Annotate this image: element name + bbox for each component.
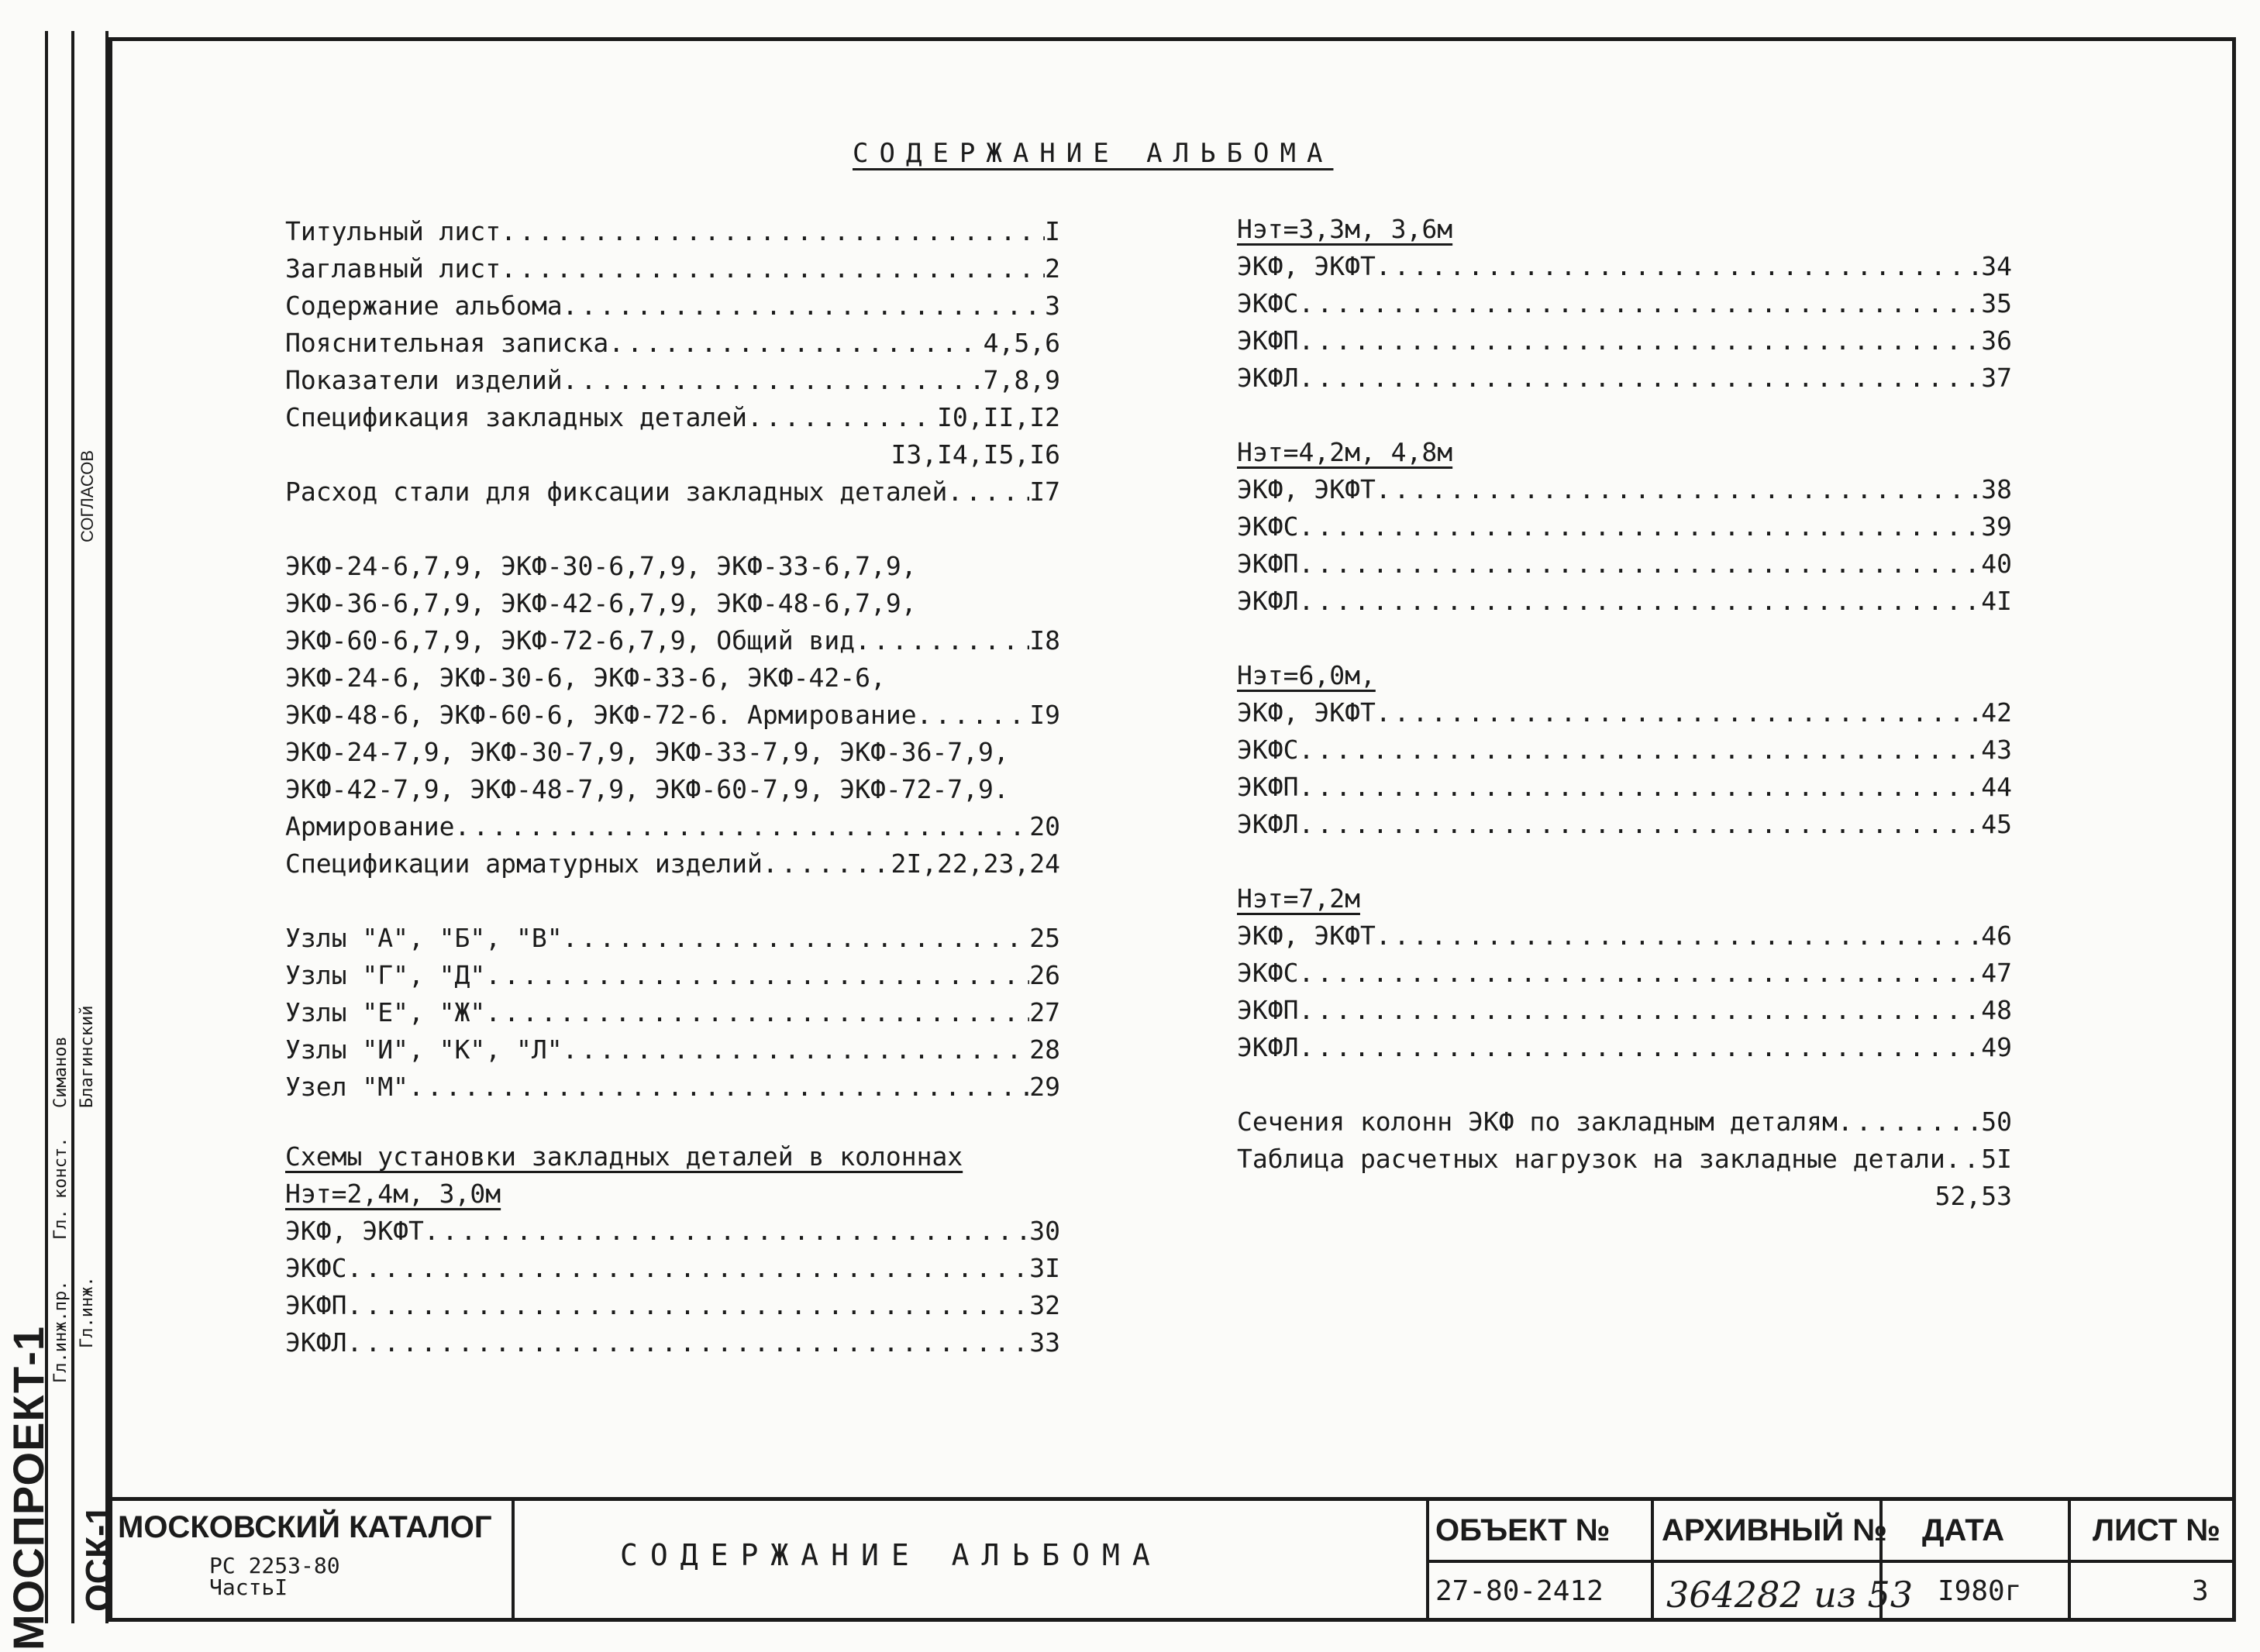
sheet-label: ЛИСТ № bbox=[2093, 1513, 2220, 1547]
list-item: ЭКФП ..... 40 bbox=[1237, 546, 2012, 583]
list-item: ЭКФЛ ..... 4I bbox=[1237, 583, 2012, 620]
section-subheading: Нэт=2,4м, 3,0м bbox=[285, 1179, 501, 1209]
stamp-role-4: Благинский bbox=[78, 1005, 97, 1108]
section-heading: Нэт=4,2м, 4,8м bbox=[1237, 437, 1453, 467]
list-item: ЭКФ, ЭКФТ ..... 34 bbox=[1237, 248, 2012, 285]
list-item: Показатели изделий ..... 7,8,9 bbox=[285, 362, 1060, 399]
list-item: ЭКФ-24-6,7,9, ЭКФ-30-6,7,9, ЭКФ-33-6,7,9, bbox=[285, 551, 917, 581]
list-item: ЭКФ-24-7,9, ЭКФ-30-7,9, ЭКФ-33-7,9, ЭКФ-36-7,9, bbox=[285, 737, 1009, 767]
list-item: ЭКФ-60-6,7,9, ЭКФ-72-6,7,9, Общий вид ..... I8 bbox=[285, 622, 1060, 659]
list-item: Спецификации арматурных изделий ..... 2I,22,23,24 bbox=[285, 845, 1060, 883]
series-code: ОСК-1 bbox=[78, 1505, 119, 1612]
list-item: ЭКФП ..... 48 bbox=[1237, 992, 2012, 1029]
catalog-code: РС 2253-80 bbox=[209, 1553, 340, 1578]
list-item: ЭКФ, ЭКФТ ..... 42 bbox=[1237, 694, 2012, 731]
list-item: ЭКФЛ ..... 37 bbox=[1237, 360, 2012, 397]
list-item: ЭКФ-48-6, ЭКФ-60-6, ЭКФ-72-6. Армирование ..... I9 bbox=[285, 697, 1060, 734]
list-item: Узлы "И", "К", "Л" ..... 28 bbox=[285, 1031, 1060, 1069]
catalog-part: ЧастьI bbox=[209, 1575, 288, 1600]
list-item: Спецификация закладных деталей ..... I0,II,I2 bbox=[285, 399, 1060, 436]
list-item: Узлы "А", "Б", "В" ..... 25 bbox=[285, 920, 1060, 957]
list-item: Таблица расчетных нагрузок на закладные детали ..... 5I bbox=[1237, 1141, 2012, 1178]
object-label: ОБЪЕКТ № bbox=[1435, 1513, 1611, 1547]
list-item-continuation: I3,I4,I5,I6 bbox=[891, 439, 1060, 470]
archive-value: 364282 из 53 bbox=[1666, 1574, 1914, 1616]
list-item: ЭКФП ..... 32 bbox=[285, 1287, 1060, 1324]
page-title: СОДЕРЖАНИЕ АЛЬБОМА bbox=[853, 138, 1334, 169]
contents-left-column bbox=[285, 213, 1060, 1361]
list-item: ЭКФ, ЭКФТ ..... 30 bbox=[285, 1213, 1060, 1250]
list-item: ЭКФП ..... 44 bbox=[1237, 769, 2012, 806]
list-item: Пояснительная записка ..... 4,5,6 bbox=[285, 325, 1060, 362]
list-item: ЭКФЛ ..... 45 bbox=[1237, 806, 2012, 843]
date-value: I980г bbox=[1938, 1575, 2022, 1607]
list-item: ЭКФЛ ..... 49 bbox=[1237, 1029, 2012, 1066]
stamp-role-5: Симанов bbox=[51, 1036, 71, 1108]
sheet-title: СОДЕРЖАНИЕ АЛЬБОМА bbox=[620, 1538, 1163, 1572]
stamp-role-1: Гл.инж.пр. bbox=[51, 1280, 71, 1383]
list-item-continuation: 52,53 bbox=[1934, 1181, 2012, 1211]
list-item: ЭКФ-24-6, ЭКФ-30-6, ЭКФ-33-6, ЭКФ-42-6, bbox=[285, 663, 886, 693]
archive-label: АРХИВНЫЙ № bbox=[1662, 1513, 1887, 1547]
section-heading: Схемы установки закладных деталей в колоннах bbox=[285, 1141, 963, 1172]
list-item: ЭКФП ..... 36 bbox=[1237, 322, 2012, 360]
sheet-number: 3 bbox=[2192, 1575, 2209, 1607]
list-item: Армирование ..... 20 bbox=[285, 808, 1060, 845]
list-item: ЭКФС ..... 35 bbox=[1237, 285, 2012, 322]
list-item: ЭКФС ..... 43 bbox=[1237, 731, 2012, 769]
list-item: ЭКФС ..... 47 bbox=[1237, 955, 2012, 992]
list-item: ЭКФ, ЭКФТ ..... 46 bbox=[1237, 917, 2012, 955]
list-item: ЭКФС ..... 39 bbox=[1237, 508, 2012, 546]
list-item: ЭКФ-36-6,7,9, ЭКФ-42-6,7,9, ЭКФ-48-6,7,9, bbox=[285, 588, 917, 618]
section-heading: Нэт=3,3м, 3,6м bbox=[1237, 214, 1453, 244]
list-item: ЭКФС ..... 3I bbox=[285, 1250, 1060, 1287]
stamp-role-2: Гл. конст. bbox=[51, 1137, 71, 1240]
title-block bbox=[109, 1497, 2236, 1622]
contents-right-column bbox=[1237, 211, 2012, 1215]
organization-brand: МОСПРОЕКТ-1 bbox=[4, 1326, 53, 1650]
list-item: Сечения колонн ЭКФ по закладным деталям ..... 50 bbox=[1237, 1103, 2012, 1141]
date-label: ДАТА bbox=[1922, 1513, 2005, 1547]
list-item: Расход стали для фиксации закладных деталей ..... I7 bbox=[285, 473, 1060, 511]
section-heading: Нэт=6,0м, bbox=[1237, 660, 1376, 690]
object-value: 27-80-2412 bbox=[1435, 1575, 1604, 1607]
list-item: ЭКФ-42-7,9, ЭКФ-48-7,9, ЭКФ-60-7,9, ЭКФ-72-7,9. bbox=[285, 774, 1009, 804]
list-item: ЭКФ, ЭКФТ ..... 38 bbox=[1237, 471, 2012, 508]
section-heading: Нэт=7,2м bbox=[1237, 883, 1360, 914]
list-item: Узлы "Е", "Ж" ..... 27 bbox=[285, 994, 1060, 1031]
catalog-name: МОСКОВСКИЙ КАТАЛОГ bbox=[118, 1510, 492, 1544]
list-item: Содержание альбома ..... 3 bbox=[285, 287, 1060, 325]
approval-stamp: СОГЛАСОВ bbox=[78, 449, 97, 542]
stamp-role-3: Гл.инж. bbox=[78, 1276, 97, 1348]
list-item: Заглавный лист ..... 2 bbox=[285, 250, 1060, 287]
list-item: Узлы "Г", "Д" ..... 26 bbox=[285, 957, 1060, 994]
list-item: Титульный лист ..... I bbox=[285, 213, 1060, 250]
list-item: Узел "М" ..... 29 bbox=[285, 1069, 1060, 1106]
list-item: ЭКФЛ ..... 33 bbox=[285, 1324, 1060, 1361]
side-stamp-strip bbox=[0, 31, 119, 1650]
